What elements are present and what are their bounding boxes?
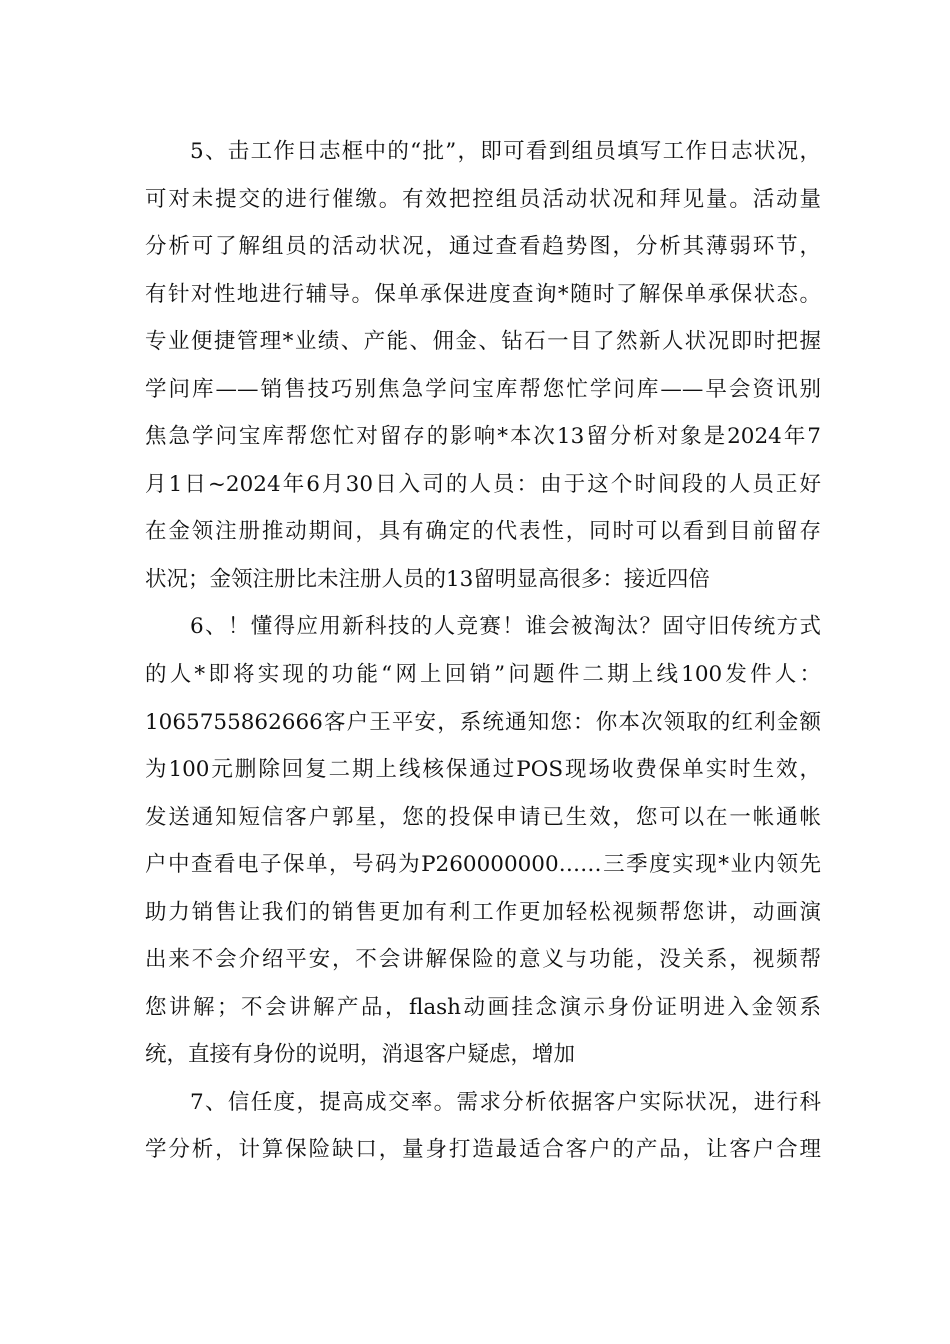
text-line: 为100元删除回复二期上线核保通过POS现场收费保单实时生效， (145, 757, 821, 783)
text-line: 出来不会介绍平安，不会讲解保险的意义与功能，没关系，视频帮 (145, 947, 821, 973)
text-line: 发送通知短信客户郭星，您的投保申请已生效，您可以在一帐通帐 (145, 804, 821, 830)
text-line: 6、！懂得应用新科技的人竞赛！谁会被淘汰？固守旧传统方式 (190, 614, 821, 640)
text-line: 可对未提交的进行催缴。有效把控组员活动状况和拜见量。活动量 (145, 186, 821, 212)
text-line: 助力销售让我们的销售更加有利工作更加轻松视频帮您讲，动画演 (145, 899, 821, 925)
text-line: 在金领注册推动期间，具有确定的代表性，同时可以看到目前留存 (145, 519, 821, 545)
text-line: 学分析，计算保险缺口，量身打造最适合客户的产品，让客户合理 (145, 1137, 821, 1163)
text-line: 学问库——销售技巧别焦急学问宝库帮您忙学问库——早会资讯别 (145, 376, 821, 402)
text-line: 分析可了解组员的活动状况，通过查看趋势图，分析其薄弱环节， (145, 234, 821, 260)
text-line: 焦急学问宝库帮您忙对留存的影响*本次13留分析对象是2024年7 (145, 424, 821, 450)
paragraph-1 (145, 128, 821, 603)
text-line: 您讲解；不会讲解产品，flash动画挂念演示身份证明进入金领系 (145, 994, 821, 1020)
text-line: 状况；金领注册比未注册人员的13留明显高很多：接近四倍 (145, 566, 710, 592)
text-line: 的人*即将实现的功能“网上回销”问题件二期上线100发件人： (145, 662, 821, 688)
paragraph-2 (145, 603, 821, 1078)
text-line: 7、信任度，提高成交率。需求分析依据客户实际状况，进行科 (190, 1089, 821, 1115)
text-line: 专业便捷管理*业绩、产能、佣金、钻石一目了然新人状况即时把握 (145, 329, 821, 355)
text-line: 月1日~2024年6月30日入司的人员：由于这个时间段的人员正好 (145, 471, 821, 497)
text-line: 有针对性地进行辅导。保单承保进度查询*随时了解保单承保状态。 (145, 281, 821, 307)
text-line: 1065755862666客户王平安，系统通知您：你本次领取的红利金额 (145, 709, 821, 735)
text-line: 统，直接有身份的说明，消退客户疑虑，增加 (145, 1042, 576, 1068)
document-body (145, 128, 821, 1174)
text-line: 5、击工作日志框中的“批”，即可看到组员填写工作日志状况， (190, 139, 821, 164)
text-line: 户中查看电子保单，号码为P260000000……三季度实现*业内领先 (145, 852, 821, 878)
paragraph-3 (145, 1079, 821, 1174)
